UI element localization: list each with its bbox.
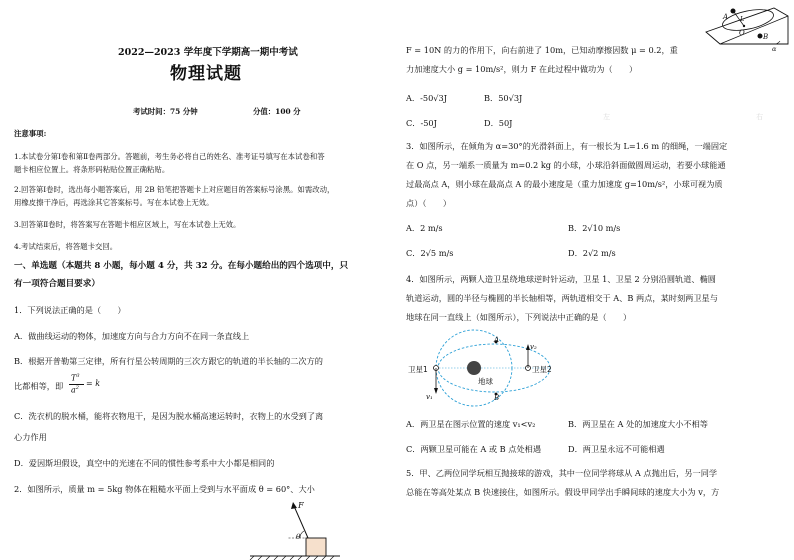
q2-fig-force-label: F <box>298 500 304 510</box>
section-heading: 一、单选题（本题共 8 小题，每小题 4 分，共 32 分。在每小题给出的四个选项中，只 <box>14 261 349 271</box>
q2-ground-hatch <box>250 556 334 560</box>
q1-option-c-cont: 心力作用 <box>14 432 47 442</box>
note-line: 题卡相应位置上。将条形码粘贴位置正确粘贴。 <box>14 165 170 174</box>
q2-block <box>306 538 326 556</box>
q1-stem: 1．下列说法正确的是（ ） <box>14 305 126 315</box>
q1-formula-denominator: a <box>71 385 76 395</box>
q3-option-b: B．2√10 m/s <box>568 223 621 233</box>
q1-kepler-formula <box>69 373 109 397</box>
q4-stem-cont2: 地球在同一直线上（如图所示），下列说法中正确的是（ ） <box>406 312 632 322</box>
q2-force-arrowhead <box>291 502 297 509</box>
q2-stem-cont2: 力加速度大小 g = 10m/s²，则力 F 在此过程中做功为（ ） <box>406 64 638 74</box>
q3-stem: 3．如图所示，在倾角为 α=30°的光滑斜面上，有一根长为 L=1.6 m 的细绳，一端固定 <box>406 141 728 151</box>
q3-figure <box>696 0 792 52</box>
q1-formula-equals: = k <box>86 379 101 388</box>
q3-option-a: A．2 m/s <box>406 223 443 233</box>
q1-formula-numerator: T <box>71 373 77 383</box>
q3-option-c: C．2√5 m/s <box>406 248 454 258</box>
q2-option-a: A．-50√3J <box>406 93 447 103</box>
q4-earth <box>467 361 481 375</box>
q3-fig-b-label: B <box>763 33 769 41</box>
q4-fig-sat1-label: 卫星1 <box>408 365 428 374</box>
q1-option-b: B．根据开普勒第三定律，所有行星公转周期的三次方跟它的轨道的半长轴的二次方的 <box>14 356 323 366</box>
q4-fig-v2-label: v₂ <box>530 343 537 351</box>
q3-stem-cont2: 过最高点 A，则小球在最高点 A 的最小速度是（重力加速度 g=10m/s²，小球可视为质 <box>406 179 723 189</box>
q4-fig-b-label: B <box>494 394 500 402</box>
note-line: 2.回答第Ⅰ卷时，选出每小题答案后，用 2B 铅笔把答题卡上对应题目的答案标号涂黑。如需改动， <box>14 185 335 194</box>
q4-option-b: B．两卫星在 A 处的加速度大小不相等 <box>568 419 708 429</box>
notes-heading: 注意事项: <box>14 129 47 138</box>
q3-fig-o-label: O <box>739 29 745 37</box>
exam-title: 2022—2023 学年度下学期高一期中考试 <box>118 47 298 58</box>
q2-stem-cont: F = 10N 的力的作用下，向右前进了 10m，已知动摩擦因数 μ = 0.2，重 <box>406 45 678 55</box>
exam-time: 考试时间：75 分钟 <box>133 107 198 116</box>
q3-point-b <box>758 34 763 39</box>
q3-incline <box>706 8 788 44</box>
q3-pivot-point <box>743 25 745 27</box>
q3-ball <box>731 9 736 14</box>
exam-score: 分值：100 分 <box>253 107 301 116</box>
q1-formula-den-exp: 2 <box>75 385 79 391</box>
q2-option-c: C．-50J <box>406 118 437 128</box>
q1-option-b-cont: 比都相等，即 <box>14 381 64 391</box>
q1-formula-num-exp: 3 <box>76 373 80 379</box>
q4-stem: 4．如图所示，两颗人造卫星绕地球逆时针运动，卫星 1、卫星 2 分别沿圆轨道、椭圆 <box>406 274 716 284</box>
q4-option-d: D．两卫星永远不可能相遇 <box>568 444 665 454</box>
q4-fig-sat2-label: 卫星2 <box>532 365 552 374</box>
q3-option-d: D．2√2 m/s <box>568 248 616 258</box>
q5-stem: 5．甲、乙两位同学玩相互抛接球的游戏，其中一位同学将球从 A 点抛出后，另一同学 <box>406 468 718 478</box>
q3-fig-a-label: A <box>723 13 729 21</box>
note-line: 4.考试结束后，将答题卡交回。 <box>14 242 118 251</box>
q2-option-d: D．50J <box>484 118 513 128</box>
watermark-left: 左 <box>603 113 610 121</box>
q2-angle-arc <box>300 531 304 538</box>
q1-option-a: A．做曲线运动的物体，加速度方向与合力方向不在同一条直线上 <box>14 331 250 341</box>
q5-stem-cont: 总能在等高处某点 B 快速接住，如图所示。假设甲同学出手瞬间球的速度大小为 v，方 <box>406 487 720 497</box>
q3-fig-l-label: L <box>740 15 745 23</box>
q4-v1-arrowhead <box>434 388 438 394</box>
q3-fig-alpha-label: α <box>772 45 777 53</box>
q2-option-b: B．50√3J <box>484 93 523 103</box>
q4-fig-v1-label: v₁ <box>426 393 433 401</box>
note-line: 用橡皮擦干净后，再选涂其它答案标号。写在本试卷上无效。 <box>14 198 214 207</box>
subject-title: 物理试题 <box>170 64 242 84</box>
section-heading-cont: 有一项符合题目要求） <box>14 279 100 289</box>
q4-fig-earth-label: 地球 <box>478 377 493 386</box>
note-line: 3.回答第Ⅱ卷时，将答案写在答题卡相应区域上，写在本试卷上无效。 <box>14 220 241 229</box>
q3-stem-cont3: 点）（ ） <box>406 198 452 208</box>
q4-option-a: A．两卫星在图示位置的速度 v₁<v₂ <box>406 419 536 429</box>
q4-stem-cont: 轨道运动，圆的半径与椭圆的半长轴相等，两轨道相交于 A、B 两点，某时刻两卫星与 <box>406 293 718 303</box>
watermark-right: 右 <box>756 113 763 121</box>
q4-option-c: C．两颗卫星可能在 A 或 B 点处相遇 <box>406 444 542 454</box>
q4-fig-a-label: A <box>494 336 500 344</box>
note-line: 1.本试卷分第Ⅰ卷和第Ⅱ卷两部分。答题前，考生务必将自己的姓名、准考证号填写在本试卷和答 <box>14 152 325 161</box>
q1-option-d: D．爱因斯坦假设，真空中的光速在不同的惯性参考系中大小都是相同的 <box>14 458 275 468</box>
q3-stem-cont: 在 O 点，另一端系一质量为 m=0.2 kg 的小球，小球沿斜面做圆周运动，若要小球能通 <box>406 160 726 170</box>
q1-option-c: C．洗衣机的脱水桶，能将衣物甩干，是因为脱水桶高速运转时，衣物上的水受到了离 <box>14 411 324 421</box>
q2-stem: 2．如图所示，质量 m = 5kg 物体在粗糙水平面上受到与水平面成 θ = 60°、大小 <box>14 484 315 494</box>
q2-fig-angle-label: θ <box>296 533 301 541</box>
